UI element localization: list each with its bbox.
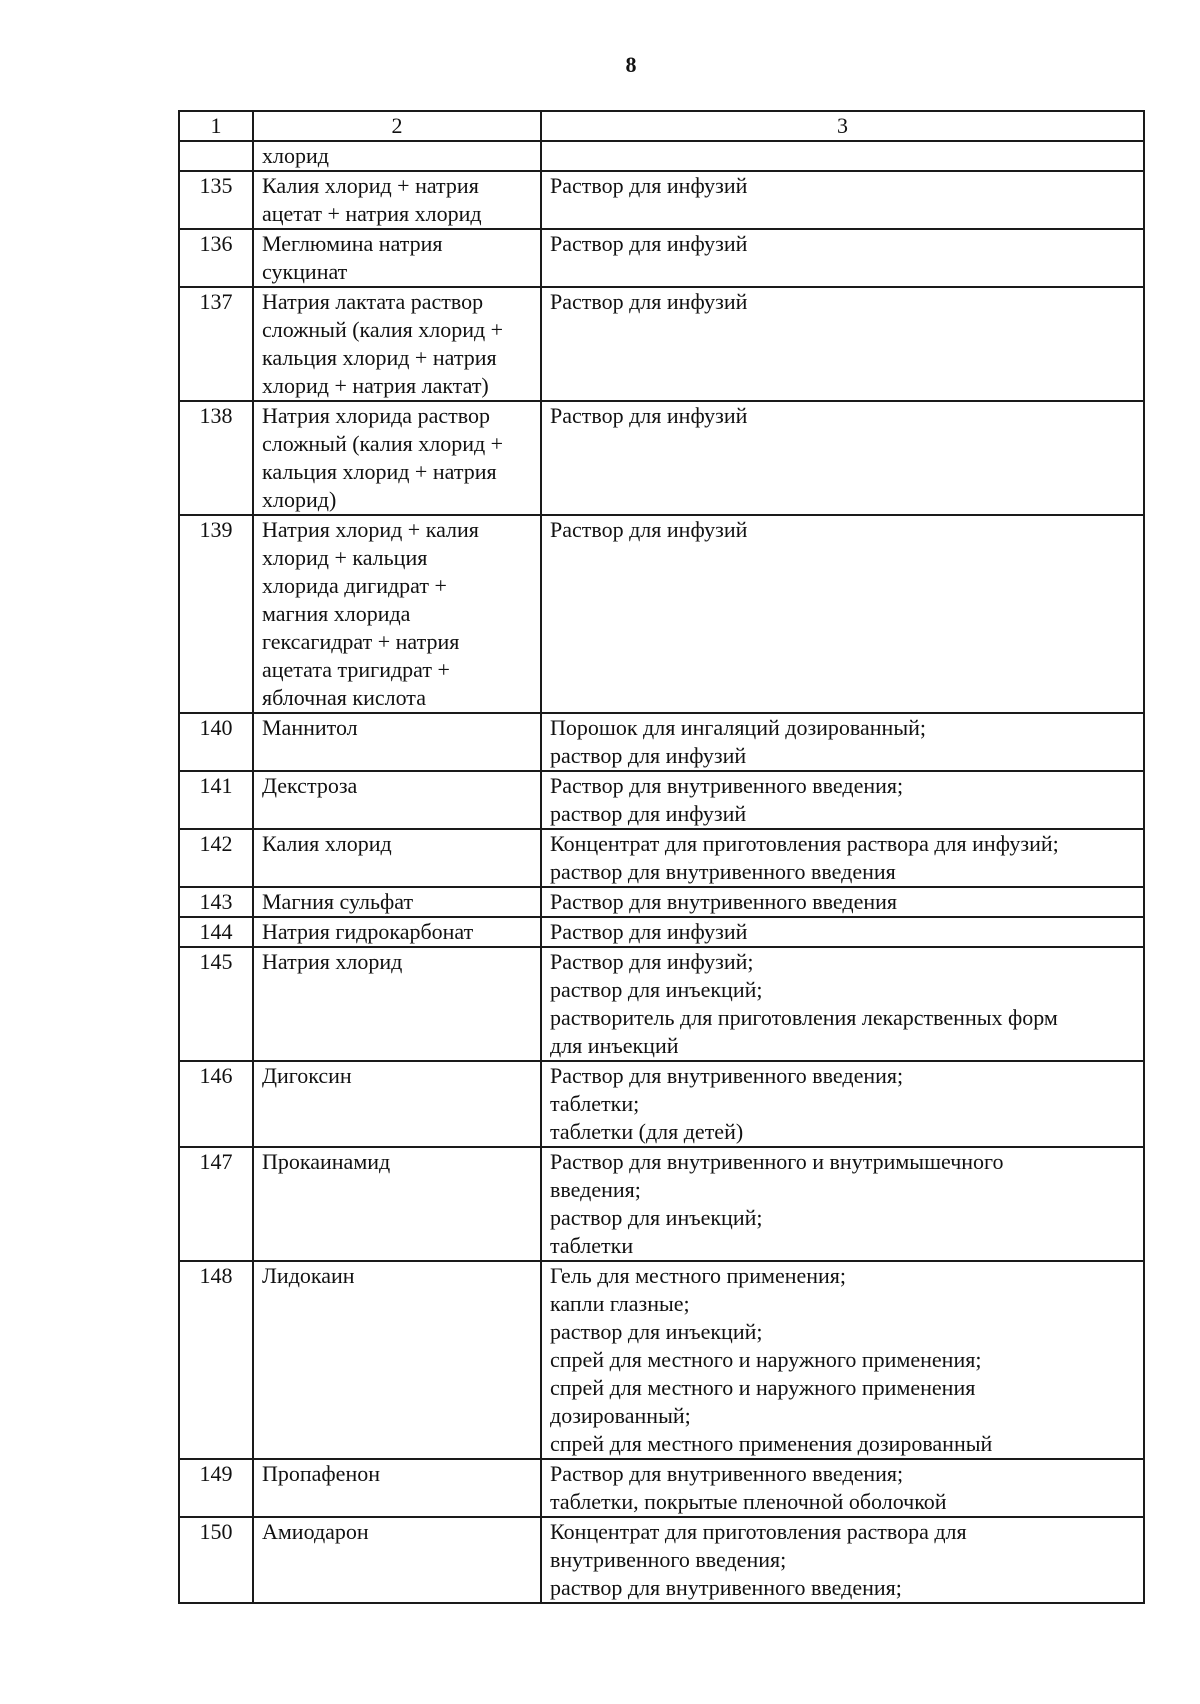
- dosage-form-line: введения;: [550, 1177, 641, 1202]
- row-number-cell: 147: [179, 1147, 253, 1261]
- row-number-cell: [179, 141, 253, 171]
- dosage-form-line: Раствор для внутривенного введения: [550, 889, 898, 914]
- table-row: [179, 1061, 1144, 1147]
- dosage-form-line: таблетки, покрытые пленочной оболочкой: [550, 1489, 947, 1514]
- row-number-cell: 141: [179, 771, 253, 829]
- drug-name-line: ацетата тригидрат +: [262, 657, 450, 682]
- dosage-form-cell: [541, 917, 1144, 947]
- dosage-form-line: Раствор для инфузий: [550, 403, 748, 428]
- dosage-form-line: Концентрат для приготовления раствора для инфузий;: [550, 831, 1059, 856]
- drug-name-line: Калия хлорид: [262, 831, 392, 856]
- table-row: [179, 771, 1144, 829]
- dosage-form-line: Раствор для внутривенного введения;: [550, 1461, 904, 1486]
- dosage-form-line: для инъекций: [550, 1033, 679, 1058]
- row-number-cell: 145: [179, 947, 253, 1061]
- table-row: [179, 829, 1144, 887]
- table-row: [179, 1517, 1144, 1603]
- drug-name-cell: [253, 401, 541, 515]
- drug-name-line: Дигоксин: [262, 1063, 352, 1088]
- dosage-form-cell: [541, 1261, 1144, 1459]
- dosage-form-cell: [541, 1459, 1144, 1517]
- row-number-cell: 137: [179, 287, 253, 401]
- drug-name-line: хлорид + кальция: [262, 545, 428, 570]
- dosage-form-line: Раствор для внутривенного введения;: [550, 1063, 904, 1088]
- drug-name-line: Натрия лактата раствор: [262, 289, 484, 314]
- drug-name-cell: [253, 713, 541, 771]
- row-number-cell: 138: [179, 401, 253, 515]
- dosage-form-cell: [541, 229, 1144, 287]
- page-number: 8: [625, 52, 637, 77]
- drug-name-line: Меглюмина натрия: [262, 231, 443, 256]
- drug-name-line: Прокаинамид: [262, 1149, 391, 1174]
- drug-name-line: Декстроза: [262, 773, 358, 798]
- drug-name-line: хлорид): [262, 487, 337, 512]
- dosage-form-line: Раствор для инфузий: [550, 919, 748, 944]
- drug-name-line: кальция хлорид + натрия: [262, 459, 497, 484]
- drug-name-cell: [253, 917, 541, 947]
- drug-name-cell: [253, 1147, 541, 1261]
- dosage-form-line: раствор для внутривенного введения: [550, 859, 896, 884]
- drug-name-cell: [253, 515, 541, 713]
- drug-name-line: кальция хлорид + натрия: [262, 345, 497, 370]
- dosage-form-line: Раствор для внутривенного и внутримышечного: [550, 1149, 1004, 1174]
- dosage-form-line: раствор для инъекций;: [550, 977, 763, 1002]
- drug-name-line: Калия хлорид + натрия: [262, 173, 479, 198]
- row-number-cell: 135: [179, 171, 253, 229]
- drug-name-line: Натрия хлорид + калия: [262, 517, 479, 542]
- dosage-form-cell: [541, 947, 1144, 1061]
- drug-name-cell: [253, 1061, 541, 1147]
- drug-name-line: Натрия гидрокарбонат: [262, 919, 474, 944]
- dosage-form-line: раствор для внутривенного введения;: [550, 1575, 902, 1600]
- drug-name-line: Пропафенон: [262, 1461, 380, 1486]
- row-number-cell: 143: [179, 887, 253, 917]
- dosage-form-cell: [541, 141, 1144, 171]
- table-row: [179, 713, 1144, 771]
- drug-name-cell: [253, 141, 541, 171]
- drug-name-cell: [253, 887, 541, 917]
- row-number-cell: 140: [179, 713, 253, 771]
- dosage-form-cell: [541, 829, 1144, 887]
- row-number-cell: 146: [179, 1061, 253, 1147]
- column-header-2: 2: [253, 111, 541, 141]
- dosage-form-line: Раствор для внутривенного введения;: [550, 773, 904, 798]
- dosage-form-cell: [541, 515, 1144, 713]
- row-number-cell: 148: [179, 1261, 253, 1459]
- dosage-form-line: Раствор для инфузий: [550, 289, 748, 314]
- drug-name-line: гексагидрат + натрия: [262, 629, 460, 654]
- dosage-form-line: таблетки (для детей): [550, 1119, 744, 1144]
- table-header-row: [179, 111, 1144, 141]
- drug-name-line: хлорид + натрия лактат): [262, 373, 489, 398]
- table-row: [179, 1147, 1144, 1261]
- dosage-form-line: Раствор для инфузий: [550, 231, 748, 256]
- row-number-cell: 139: [179, 515, 253, 713]
- drug-name-line: ацетат + натрия хлорид: [262, 201, 482, 226]
- dosage-form-line: Раствор для инфузий: [550, 173, 748, 198]
- dosage-form-line: спрей для местного применения дозированный: [550, 1431, 993, 1456]
- dosage-form-cell: [541, 1517, 1144, 1603]
- row-number-cell: 142: [179, 829, 253, 887]
- dosage-form-cell: [541, 287, 1144, 401]
- table-row: [179, 917, 1144, 947]
- dosage-form-line: спрей для местного и наружного применения: [550, 1375, 976, 1400]
- row-number-cell: 144: [179, 917, 253, 947]
- drug-name-line: сложный (калия хлорид +: [262, 431, 504, 456]
- table-row: [179, 229, 1144, 287]
- table-row: [179, 1459, 1144, 1517]
- column-header-3: 3: [541, 111, 1144, 141]
- column-header-1: 1: [179, 111, 253, 141]
- drug-name-cell: [253, 229, 541, 287]
- dosage-form-line: Порошок для ингаляций дозированный;: [550, 715, 926, 740]
- table-row: [179, 1261, 1144, 1459]
- drug-name-cell: [253, 1459, 541, 1517]
- drug-name-line: магния хлорида: [262, 601, 411, 626]
- dosage-form-cell: [541, 713, 1144, 771]
- drug-name-cell: [253, 829, 541, 887]
- dosage-form-line: Раствор для инфузий;: [550, 949, 754, 974]
- drug-name-line: Магния сульфат: [262, 889, 414, 914]
- dosage-form-cell: [541, 1061, 1144, 1147]
- drug-name-cell: [253, 1517, 541, 1603]
- drug-name-line: яблочная кислота: [262, 685, 426, 710]
- drug-name-cell: [253, 771, 541, 829]
- dosage-form-line: раствор для инъекций;: [550, 1205, 763, 1230]
- dosage-form-cell: [541, 1147, 1144, 1261]
- dosage-form-cell: [541, 171, 1144, 229]
- dosage-form-line: Концентрат для приготовления раствора для: [550, 1519, 967, 1544]
- dosage-form-line: капли глазные;: [550, 1291, 690, 1316]
- drug-name-line: Амиодарон: [262, 1519, 369, 1544]
- dosage-form-line: растворитель для приготовления лекарственных форм: [550, 1005, 1058, 1030]
- dosage-form-line: таблетки;: [550, 1091, 640, 1116]
- drug-name-cell: [253, 287, 541, 401]
- row-number-cell: 150: [179, 1517, 253, 1603]
- dosage-form-line: внутривенного введения;: [550, 1547, 787, 1572]
- dosage-form-line: таблетки: [550, 1233, 634, 1258]
- dosage-form-line: раствор для инфузий: [550, 801, 747, 826]
- drug-name-cell: [253, 1261, 541, 1459]
- table-row: [179, 515, 1144, 713]
- dosage-form-line: Раствор для инфузий: [550, 517, 748, 542]
- drug-name-line: хлорида дигидрат +: [262, 573, 447, 598]
- dosage-form-line: Гель для местного применения;: [550, 1263, 847, 1288]
- drug-name-line: хлорид: [262, 143, 329, 168]
- row-number-cell: 149: [179, 1459, 253, 1517]
- drug-name-line: Маннитол: [262, 715, 358, 740]
- table-body: [179, 141, 1144, 1603]
- dosage-form-line: раствор для инфузий: [550, 743, 747, 768]
- dosage-form-cell: [541, 401, 1144, 515]
- table-row: [179, 401, 1144, 515]
- drug-name-line: Натрия хлорид: [262, 949, 403, 974]
- table-row: [179, 887, 1144, 917]
- table-row: [179, 141, 1144, 171]
- dosage-form-line: спрей для местного и наружного применения;: [550, 1347, 982, 1372]
- drug-name-cell: [253, 947, 541, 1061]
- drug-name-line: Натрия хлорида раствор: [262, 403, 490, 428]
- table-row: [179, 171, 1144, 229]
- drug-name-line: сложный (калия хлорид +: [262, 317, 504, 342]
- drug-name-line: Лидокаин: [262, 1263, 355, 1288]
- dosage-form-cell: [541, 887, 1144, 917]
- dosage-form-line: дозированный;: [550, 1403, 691, 1428]
- drug-name-cell: [253, 171, 541, 229]
- dosage-form-line: раствор для инъекций;: [550, 1319, 763, 1344]
- row-number-cell: 136: [179, 229, 253, 287]
- dosage-form-cell: [541, 771, 1144, 829]
- drug-name-line: сукцинат: [262, 259, 348, 284]
- table-row: [179, 287, 1144, 401]
- drug-table: [178, 110, 1145, 1604]
- table-row: [179, 947, 1144, 1061]
